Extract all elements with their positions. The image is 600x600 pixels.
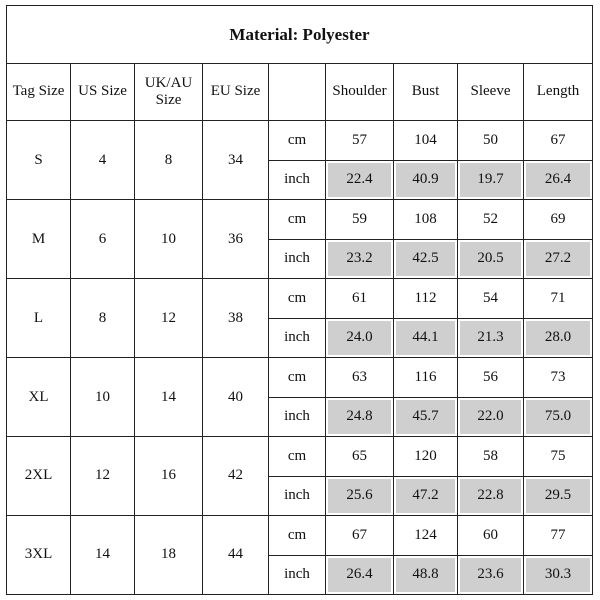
- inch-sleeve-value: 23.6: [460, 558, 521, 593]
- inch-sleeve-cell: [458, 160, 524, 199]
- cm-sleeve-cell: 50: [458, 121, 524, 160]
- cm-shoulder-cell: 67: [326, 516, 394, 555]
- ukau-size-cell: 8: [135, 121, 203, 200]
- cm-shoulder-cell: 57: [326, 121, 394, 160]
- unit-cm-cell: cm: [269, 121, 326, 160]
- tag-size-cell: 3XL: [7, 516, 71, 595]
- cm-shoulder-cell: 63: [326, 358, 394, 397]
- us-size-cell: 6: [71, 200, 135, 279]
- inch-sleeve-value: 22.8: [460, 479, 521, 513]
- inch-length-cell: [524, 318, 593, 357]
- table-row: [7, 279, 593, 318]
- inch-bust-cell: [394, 476, 458, 515]
- unit-inch-cell: inch: [269, 476, 326, 515]
- inch-length-value: 75.0: [526, 400, 590, 434]
- tag-size-cell: 2XL: [7, 437, 71, 516]
- inch-sleeve-cell: [458, 555, 524, 595]
- eu-size-cell: 40: [203, 358, 269, 437]
- inch-shoulder-cell: [326, 160, 394, 199]
- cm-sleeve-cell: 58: [458, 437, 524, 476]
- inch-length-value: 26.4: [526, 163, 590, 197]
- inch-sleeve-cell: [458, 239, 524, 278]
- inch-sleeve-cell: [458, 397, 524, 436]
- header-unit: [269, 63, 326, 121]
- inch-bust-cell: [394, 397, 458, 436]
- unit-inch-cell: inch: [269, 239, 326, 278]
- size-chart-table: [6, 5, 593, 595]
- cm-sleeve-cell: 56: [458, 358, 524, 397]
- header-shoulder: Shoulder: [326, 63, 394, 121]
- tag-size-cell: L: [7, 279, 71, 358]
- cm-length-cell: 69: [524, 200, 593, 239]
- inch-length-cell: [524, 397, 593, 436]
- inch-shoulder-value: 25.6: [328, 479, 391, 513]
- inch-shoulder-cell: [326, 239, 394, 278]
- tag-size-cell: XL: [7, 358, 71, 437]
- cm-bust-cell: 108: [394, 200, 458, 239]
- inch-shoulder-value: 26.4: [328, 558, 391, 593]
- inch-length-value: 28.0: [526, 321, 590, 355]
- us-size-cell: 10: [71, 358, 135, 437]
- cm-bust-cell: 104: [394, 121, 458, 160]
- ukau-size-cell: 14: [135, 358, 203, 437]
- table-row: [7, 516, 593, 555]
- header-tag-size: Tag Size: [7, 63, 71, 121]
- cm-bust-cell: 112: [394, 279, 458, 318]
- cm-length-cell: 75: [524, 437, 593, 476]
- unit-cm-cell: cm: [269, 358, 326, 397]
- us-size-cell: 8: [71, 279, 135, 358]
- inch-sleeve-value: 20.5: [460, 242, 521, 276]
- table-row: [7, 437, 593, 476]
- cm-length-cell: 73: [524, 358, 593, 397]
- inch-shoulder-value: 22.4: [328, 163, 391, 197]
- inch-bust-value: 44.1: [396, 321, 455, 355]
- table-row: [7, 358, 593, 397]
- inch-length-cell: [524, 555, 593, 595]
- header-bust: Bust: [394, 63, 458, 121]
- inch-bust-value: 45.7: [396, 400, 455, 434]
- inch-shoulder-cell: [326, 318, 394, 357]
- table-title: Material: Polyester: [7, 6, 593, 64]
- inch-bust-cell: [394, 239, 458, 278]
- unit-inch-cell: inch: [269, 318, 326, 357]
- inch-bust-value: 40.9: [396, 163, 455, 197]
- inch-sleeve-value: 19.7: [460, 163, 521, 197]
- inch-length-cell: [524, 239, 593, 278]
- inch-bust-value: 47.2: [396, 479, 455, 513]
- unit-cm-cell: cm: [269, 437, 326, 476]
- ukau-size-cell: 18: [135, 516, 203, 595]
- cm-shoulder-cell: 61: [326, 279, 394, 318]
- inch-bust-cell: [394, 318, 458, 357]
- table-row: [7, 121, 593, 160]
- unit-cm-cell: cm: [269, 516, 326, 555]
- header-ukau-line1: UK/AU: [144, 74, 193, 91]
- cm-shoulder-cell: 65: [326, 437, 394, 476]
- unit-cm-cell: cm: [269, 200, 326, 239]
- tag-size-cell: M: [7, 200, 71, 279]
- header-length: Length: [524, 63, 593, 121]
- inch-length-value: 27.2: [526, 242, 590, 276]
- us-size-cell: 12: [71, 437, 135, 516]
- inch-bust-value: 42.5: [396, 242, 455, 276]
- unit-inch-cell: inch: [269, 555, 326, 595]
- inch-shoulder-cell: [326, 476, 394, 515]
- inch-sleeve-value: 21.3: [460, 321, 521, 355]
- cm-sleeve-cell: 52: [458, 200, 524, 239]
- eu-size-cell: 34: [203, 121, 269, 200]
- inch-shoulder-cell: [326, 397, 394, 436]
- eu-size-cell: 38: [203, 279, 269, 358]
- header-ukau-size: [135, 63, 203, 121]
- cm-bust-cell: 120: [394, 437, 458, 476]
- us-size-cell: 14: [71, 516, 135, 595]
- inch-sleeve-value: 22.0: [460, 400, 521, 434]
- eu-size-cell: 42: [203, 437, 269, 516]
- header-ukau-line2: Size: [155, 92, 182, 108]
- inch-length-cell: [524, 476, 593, 515]
- tag-size-cell: S: [7, 121, 71, 200]
- inch-bust-cell: [394, 555, 458, 595]
- table-row: [7, 200, 593, 239]
- unit-inch-cell: inch: [269, 160, 326, 199]
- cm-sleeve-cell: 60: [458, 516, 524, 555]
- inch-sleeve-cell: [458, 476, 524, 515]
- cm-bust-cell: 124: [394, 516, 458, 555]
- eu-size-cell: 44: [203, 516, 269, 595]
- cm-sleeve-cell: 54: [458, 279, 524, 318]
- eu-size-cell: 36: [203, 200, 269, 279]
- inch-shoulder-value: 24.8: [328, 400, 391, 434]
- inch-sleeve-cell: [458, 318, 524, 357]
- inch-shoulder-value: 24.0: [328, 321, 391, 355]
- inch-bust-value: 48.8: [396, 558, 455, 593]
- inch-length-cell: [524, 160, 593, 199]
- ukau-size-cell: 12: [135, 279, 203, 358]
- header-us-size: US Size: [71, 63, 135, 121]
- inch-length-value: 30.3: [526, 558, 590, 593]
- unit-inch-cell: inch: [269, 397, 326, 436]
- cm-bust-cell: 116: [394, 358, 458, 397]
- unit-cm-cell: cm: [269, 279, 326, 318]
- header-row: [7, 63, 593, 121]
- cm-length-cell: 77: [524, 516, 593, 555]
- cm-length-cell: 71: [524, 279, 593, 318]
- header-sleeve: Sleeve: [458, 63, 524, 121]
- cm-shoulder-cell: 59: [326, 200, 394, 239]
- ukau-size-cell: 16: [135, 437, 203, 516]
- inch-bust-cell: [394, 160, 458, 199]
- inch-length-value: 29.5: [526, 479, 590, 513]
- inch-shoulder-cell: [326, 555, 394, 595]
- ukau-size-cell: 10: [135, 200, 203, 279]
- inch-shoulder-value: 23.2: [328, 242, 391, 276]
- us-size-cell: 4: [71, 121, 135, 200]
- header-eu-size: EU Size: [203, 63, 269, 121]
- cm-length-cell: 67: [524, 121, 593, 160]
